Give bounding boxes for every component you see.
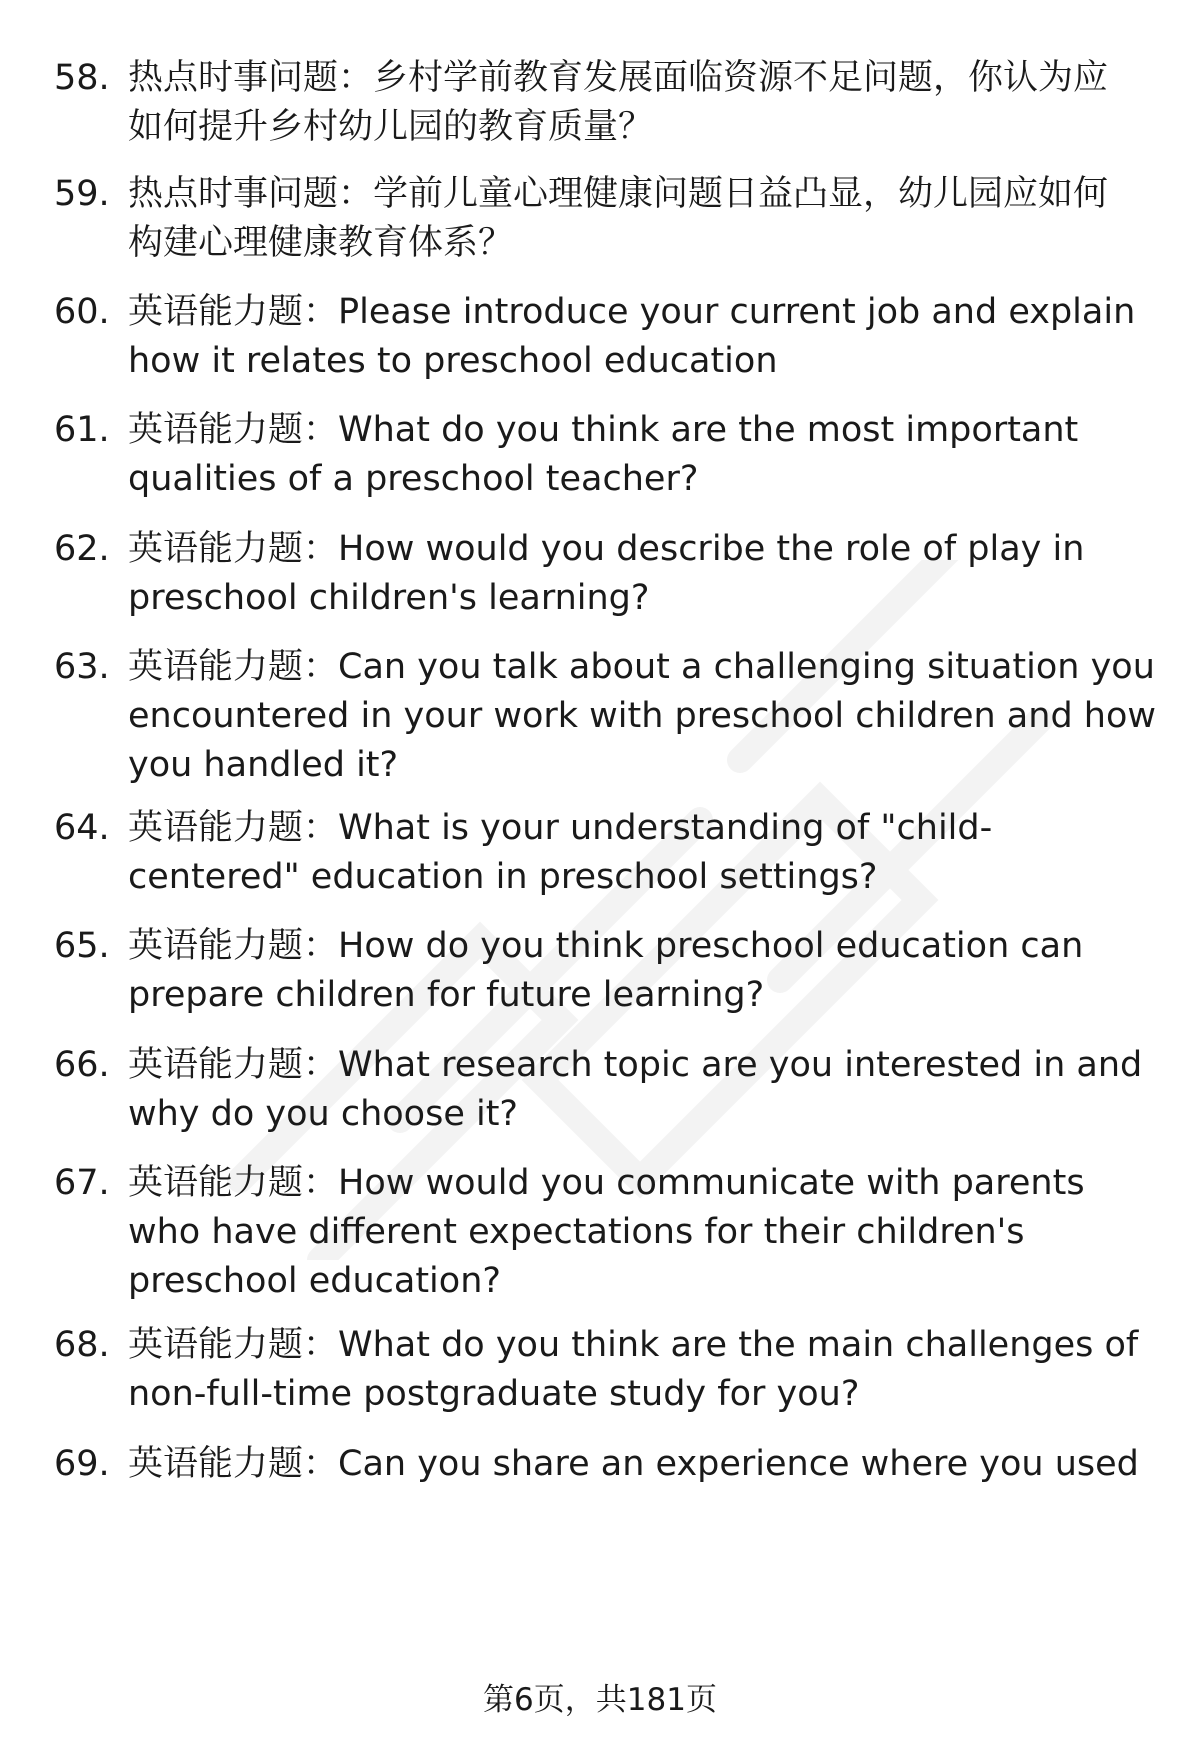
question-number: 59. bbox=[54, 174, 110, 214]
question-text bbox=[128, 804, 1178, 902]
question-line: 英语能力题：Please introduce your current job and explain bbox=[128, 292, 1136, 332]
question-line: 英语能力题：What do you think are the main challenges of bbox=[128, 1325, 1139, 1365]
question-line: 英语能力题：How do you think preschool education can bbox=[128, 926, 1084, 966]
question-text bbox=[128, 1159, 1178, 1306]
question-line: 英语能力题：How would you describe the role of play in bbox=[128, 529, 1085, 569]
question-line: who have different expectations for their children's bbox=[128, 1212, 1025, 1252]
question-line: preschool education? bbox=[128, 1261, 501, 1301]
question-number: 58. bbox=[54, 58, 110, 98]
question-text bbox=[128, 1440, 1178, 1489]
question-number: 64. bbox=[54, 808, 110, 848]
question-line: you handled it? bbox=[128, 745, 399, 785]
question-number: 60. bbox=[54, 292, 110, 332]
question-line: prepare children for future learning? bbox=[128, 975, 765, 1015]
question-text bbox=[128, 406, 1178, 504]
question-text bbox=[128, 1321, 1178, 1419]
question-line: why do you choose it? bbox=[128, 1094, 519, 1134]
question-line: 如何提升乡村幼儿园的教育质量？ bbox=[128, 107, 654, 147]
question-line: 英语能力题：Can you talk about a challenging situation you bbox=[128, 647, 1155, 687]
question-number: 67. bbox=[54, 1163, 110, 1203]
question-line: non-full-time postgraduate study for you? bbox=[128, 1374, 860, 1414]
question-line: 英语能力题：What is your understanding of "child- bbox=[128, 808, 993, 848]
question-text bbox=[128, 525, 1178, 623]
question-text bbox=[128, 170, 1178, 268]
question-number: 68. bbox=[54, 1325, 110, 1365]
question-number: 65. bbox=[54, 926, 110, 966]
question-number: 63. bbox=[54, 647, 110, 687]
question-text bbox=[128, 922, 1178, 1020]
question-line: 热点时事问题：学前儿童心理健康问题日益凸显，幼儿园应如何 bbox=[128, 174, 1109, 214]
question-number: 61. bbox=[54, 410, 110, 450]
question-number: 69. bbox=[54, 1444, 110, 1484]
question-text bbox=[128, 643, 1178, 790]
question-line: 热点时事问题：乡村学前教育发展面临资源不足问题，你认为应 bbox=[128, 58, 1109, 98]
question-text bbox=[128, 1041, 1178, 1139]
question-text bbox=[128, 288, 1178, 386]
question-line: 英语能力题：What do you think are the most important bbox=[128, 410, 1079, 450]
question-line: qualities of a preschool teacher? bbox=[128, 459, 699, 499]
question-line: preschool children's learning? bbox=[128, 578, 650, 618]
question-number: 66. bbox=[54, 1045, 110, 1085]
question-line: encountered in your work with preschool children and how bbox=[128, 696, 1157, 736]
question-line: centered" education in preschool settings? bbox=[128, 857, 878, 897]
question-line: 英语能力题：Can you share an experience where you used bbox=[128, 1444, 1139, 1484]
question-line: 英语能力题：How would you communicate with parents bbox=[128, 1163, 1085, 1203]
question-text bbox=[128, 54, 1178, 152]
question-line: 英语能力题：What research topic are you interested in and bbox=[128, 1045, 1143, 1085]
page-footer: 第6页，共181页 bbox=[483, 1682, 717, 1718]
question-line: 构建心理健康教育体系？ bbox=[128, 223, 514, 263]
question-number: 62. bbox=[54, 529, 110, 569]
question-line: how it relates to preschool education bbox=[128, 341, 778, 381]
